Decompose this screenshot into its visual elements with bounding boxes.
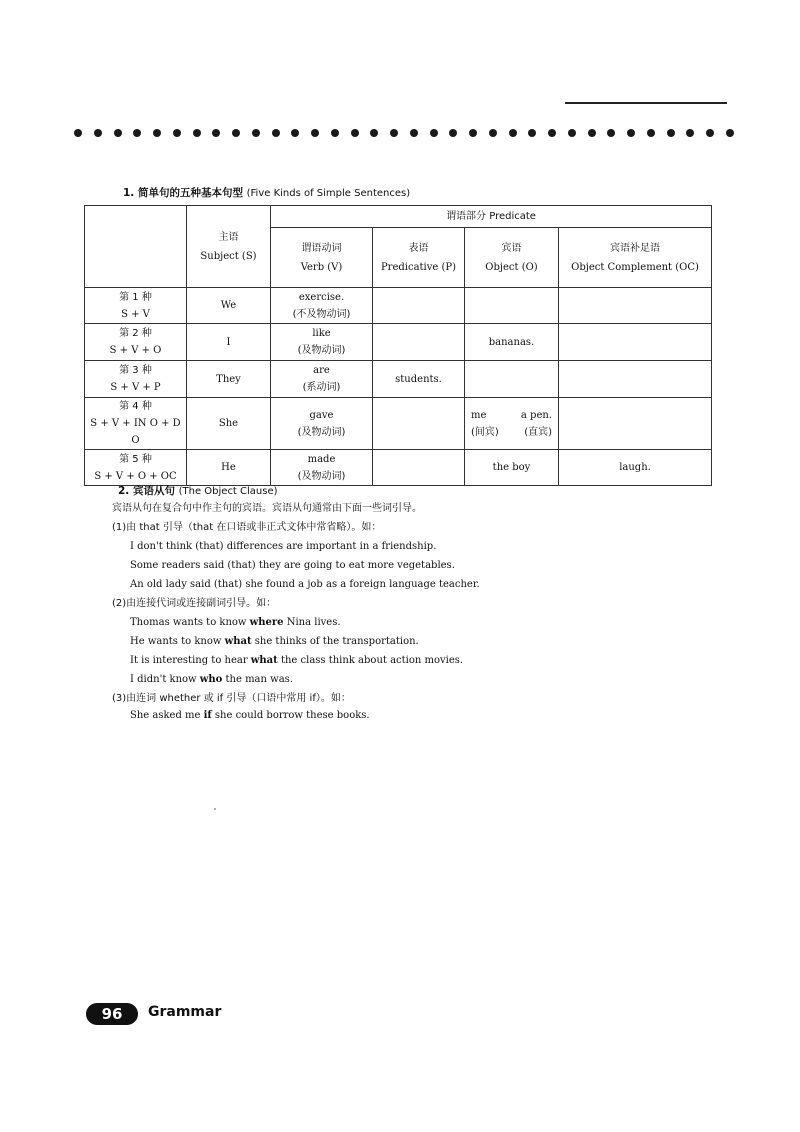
subject-cell: We [187,288,271,324]
direct-object-note: (直宾) [524,426,552,438]
verb-cell: like (及物动词) [271,324,373,361]
example-sentence: Thomas wants to know where Nina lives. [130,617,341,628]
table-row [85,450,712,486]
section1-title-en: (Five Kinds of Simple Sentences) [246,188,411,199]
verb-cell: are (系动词) [271,361,373,398]
predicative-cell [373,324,465,361]
section1-title-cn: 1. 简单句的五种基本句型 [123,187,243,199]
section2-title-en: (The Object Clause) [178,486,278,497]
table-row [85,398,712,450]
example-sentence: An old lady said (that) she found a job as a foreign language teacher. [130,579,480,590]
complement-cell [559,324,712,361]
footer-title: Grammar [148,1004,222,1020]
pattern-cell: 第 2 种 S + V + O [85,324,187,361]
example-sentence: It is interesting to hear what the class think about action movies. [130,655,464,666]
object-clause-intro: 宾语从句在复合句中作主句的宾语。宾语从句通常由下面一些词引导。 [112,503,422,514]
verb-cell: exercise. (不及物动词) [271,288,373,324]
complement-cell [559,398,712,450]
sub-heading-whether-if: (3)由连词 whether 或 if 引导（口语中常用 if）。如： [112,693,351,704]
object-cell [465,288,559,324]
section1-title [123,185,410,200]
complement-cell: laugh. [559,450,712,486]
sentence-pattern-table [84,205,712,486]
object-cell: the boy [465,450,559,486]
predicative-cell [373,288,465,324]
pattern-cell: 第 1 种 S + V [85,288,187,324]
verb-cell: made (及物动词) [271,450,373,486]
verb-cell: gave (及物动词) [271,398,373,450]
object-cell [465,398,559,450]
complement-cell [559,361,712,398]
table-row [85,361,712,398]
direct-object: a pen. [520,409,552,421]
object-cell: bananas. [465,324,559,361]
example-sentence: He wants to know what she thinks of the transportation. [130,636,419,647]
subject-cell: I [187,324,271,361]
sub-heading-connectives: (2)由连接代词或连接副词引导。如： [112,598,277,609]
table-row [85,288,712,324]
scan-speck [214,808,216,810]
column-header-verb: 谓语动词 Verb (V) [271,228,373,288]
column-header-predicative: 表语 Predicative (P) [373,228,465,288]
dot-border [74,127,734,139]
subject-cell: She [187,398,271,450]
predicative-cell [373,450,465,486]
section2-title [118,483,278,498]
sub-heading-that: (1)由 that 引导（that 在口语或非正式文体中常省略）。如： [112,522,382,533]
pattern-cell: 第 5 种 S + V + O + OC [85,450,187,486]
subject-cell: They [187,361,271,398]
top-rule [565,102,727,104]
complement-cell [559,288,712,324]
table-row [85,324,712,361]
predicative-cell: students. [373,361,465,398]
table-corner-cell [85,206,187,288]
column-header-subject: 主语 Subject (S) [187,206,271,288]
page-number-badge: 96 [86,1003,138,1025]
example-sentence: Some readers said (that) they are going to eat more vegetables. [130,560,455,571]
subject-cell: He [187,450,271,486]
pattern-cell: 第 4 种 S + V + IN O + D O [85,398,187,450]
indirect-object-note: (间宾) [471,426,499,438]
column-header-object: 宾语 Object (O) [465,228,559,288]
example-sentence: She asked me if she could borrow these books. [130,710,370,721]
example-sentence: I don't think (that) differences are important in a friendship. [130,541,437,552]
predicative-cell [373,398,465,450]
predicate-header: 谓语部分 Predicate [271,206,712,228]
indirect-object: me [471,409,487,421]
pattern-cell: 第 3 种 S + V + P [85,361,187,398]
object-cell [465,361,559,398]
column-header-complement: 宾语补足语 Object Complement (OC) [559,228,712,288]
example-sentence: I didn't know who the man was. [130,674,293,685]
section2-title-cn: 2. 宾语从句 [118,485,175,497]
